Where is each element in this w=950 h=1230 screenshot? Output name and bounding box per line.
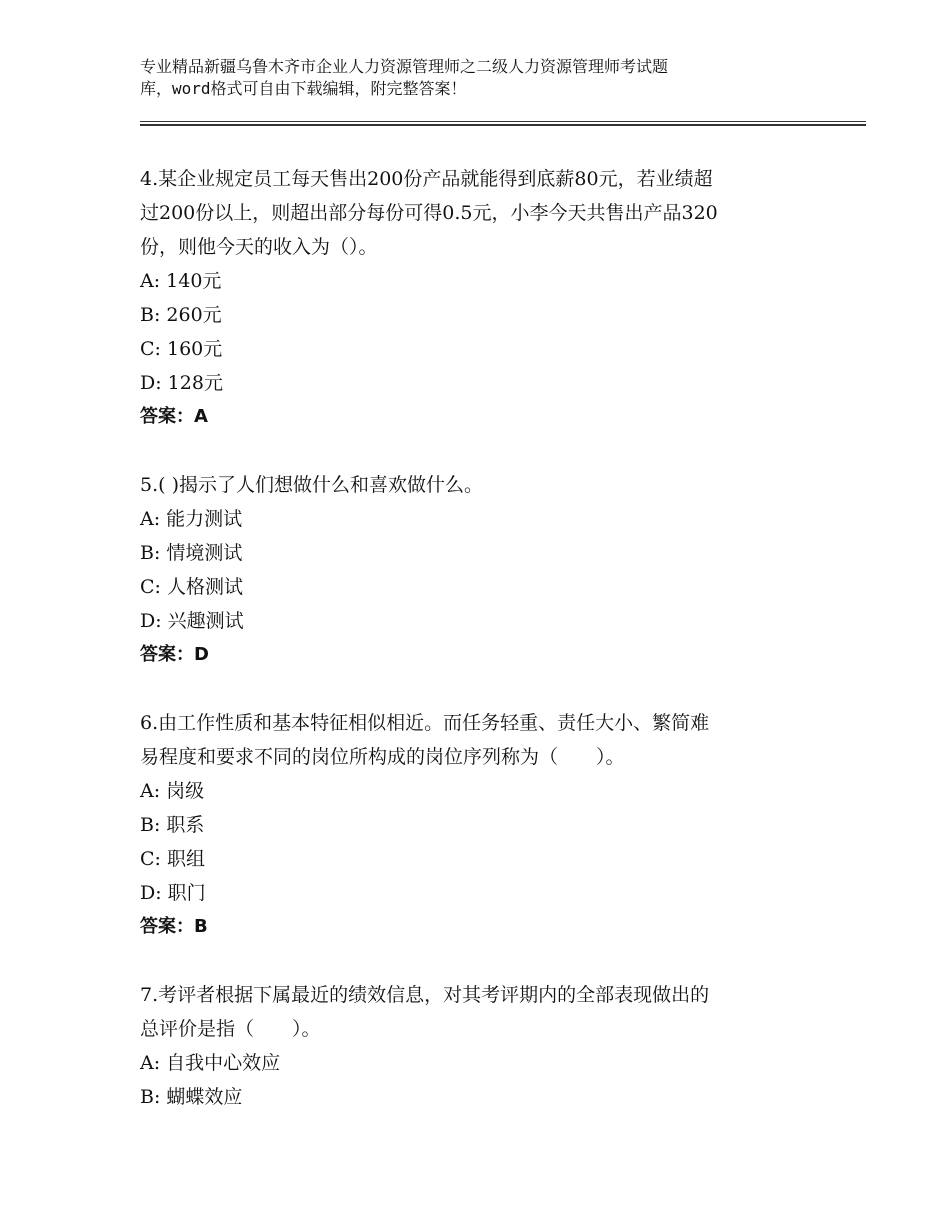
question-6 — [140, 706, 840, 944]
option-b: B: 260元 — [140, 304, 222, 326]
question-7 — [140, 978, 840, 1114]
question-stem-line: 份，则他今天的收入为（）。 — [140, 236, 378, 258]
question-4 — [140, 162, 840, 434]
question-stem-line: 7.考评者根据下属最近的绩效信息，对其考评期内的全部表现做出的 — [140, 984, 710, 1006]
option-b: B: 蝴蝶效应 — [140, 1086, 243, 1108]
option-d: D: 兴趣测试 — [140, 610, 244, 632]
option-d: D: 128元 — [140, 372, 223, 394]
option-d: D: 职门 — [140, 882, 206, 904]
option-a: A: 岗级 — [140, 780, 205, 802]
option-c: C: 160元 — [140, 338, 223, 360]
document-header — [140, 56, 860, 100]
header-divider-thin — [140, 121, 866, 122]
question-stem-line: 5.( )揭示了人们想做什么和喜欢做什么。 — [140, 474, 483, 496]
option-a: A: 140元 — [140, 270, 222, 292]
question-stem-line: 易程度和要求不同的岗位所构成的岗位序列称为（ ）。 — [140, 746, 625, 768]
header-divider-thick — [140, 124, 866, 126]
question-5 — [140, 468, 840, 672]
header-title-line-2: 库，word格式可自由下载编辑，附完整答案！ — [140, 79, 467, 98]
option-a: A: 能力测试 — [140, 508, 243, 530]
answer-key: 答案：D — [140, 644, 209, 665]
question-list — [140, 162, 840, 1148]
answer-key: 答案：B — [140, 916, 208, 937]
option-b: B: 情境测试 — [140, 542, 243, 564]
header-title-line-1: 专业精品新疆乌鲁木齐市企业人力资源管理师之二级人力资源管理师考试题 — [140, 57, 669, 76]
option-c: C: 人格测试 — [140, 576, 243, 598]
option-c: C: 职组 — [140, 848, 205, 870]
question-stem-line: 过200份以上，则超出部分每份可得0.5元，小李今天共售出产品320 — [140, 202, 718, 224]
answer-key: 答案：A — [140, 406, 208, 427]
question-stem-line: 6.由工作性质和基本特征相似相近。而任务轻重、责任大小、繁简难 — [140, 712, 710, 734]
option-a: A: 自我中心效应 — [140, 1052, 281, 1074]
option-b: B: 职系 — [140, 814, 205, 836]
question-stem-line: 总评价是指（ ）。 — [140, 1018, 321, 1040]
question-stem-line: 4.某企业规定员工每天售出200份产品就能得到底薪80元，若业绩超 — [140, 168, 713, 190]
